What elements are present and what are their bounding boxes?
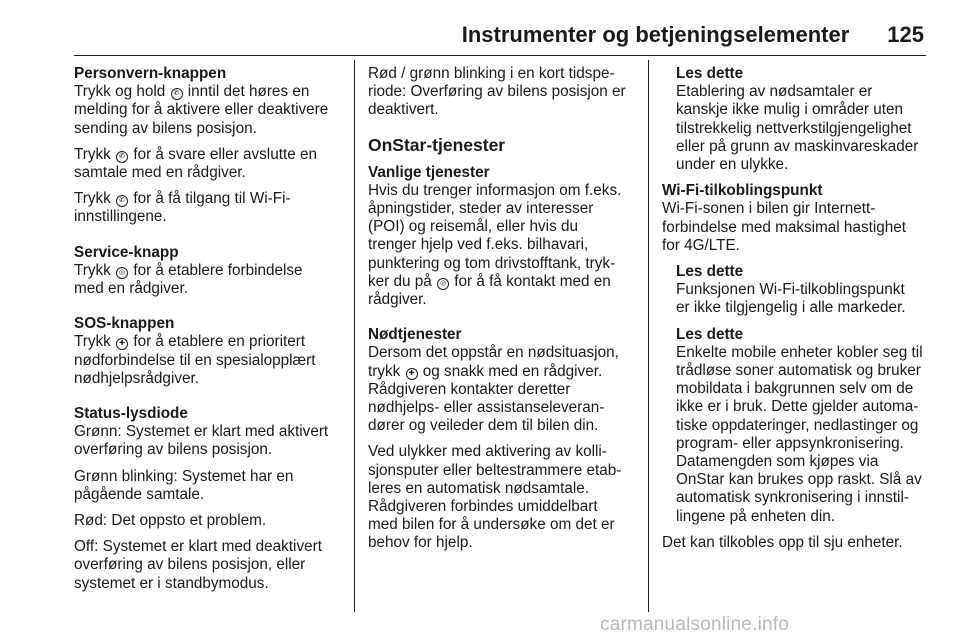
privacy-button-icon: ✆ [171, 88, 183, 100]
page-number: 125 [887, 22, 924, 47]
privacy-p3-text-a: Trykk [74, 190, 111, 208]
status-paragraph-4: Off: Systemet er klart med deaktivert overføring av bilens posisjon, eller systemet er i standbymodus. [74, 538, 322, 592]
note-3 [662, 326, 928, 526]
privacy-button-icon: ✆ [116, 151, 128, 163]
watermark: carmanualsonline.info [600, 614, 790, 635]
common-p-text-b: for å få kontakt med en rådgiver. [368, 272, 611, 309]
emergency-paragraph-1 [368, 344, 638, 435]
note-3-heading: Les dette [676, 325, 744, 343]
status-paragraph-1: Grønn: Systemet er klart med aktivert overføring av bilens posisjon. [74, 423, 329, 459]
service-heading: Service-knapp [74, 243, 179, 261]
common-services-heading: Vanlige tjenester [368, 163, 490, 181]
devices-paragraph: Det kan tilkobles opp til sju enheter. [662, 533, 903, 551]
onstar-services-heading: OnStar-tjenester [368, 134, 506, 155]
emergency-p1-text-a: Dersom det oppstår en nødsituasjon, trykk [368, 344, 619, 380]
common-services-paragraph [368, 182, 638, 309]
sos-button-icon: ✚ [406, 368, 418, 380]
header-rule [74, 55, 926, 56]
column-divider-1 [354, 60, 355, 612]
privacy-paragraph-1 [74, 83, 346, 138]
column-divider-2 [648, 60, 649, 612]
service-p-text-b: for å etablere forbindelse med en rådgiver. [74, 261, 303, 298]
emergency-p1-text-b: og snakk med en rådgiver. Rådgiveren kontakter deretter nødhjelps- eller assistanseleveran- dører og veileder dem til bilen din. [368, 362, 605, 435]
note-2-text: Funksjonen Wi-Fi-tilkoblingspunkt er ikke tilgjengelig i alle markeder. [676, 281, 906, 317]
status-paragraph-2: Grønn blinking: Systemet har en pågående samtale. [74, 467, 294, 503]
status-led-heading: Status-lysdiode [74, 405, 188, 423]
privacy-paragraph-3 [74, 190, 346, 226]
privacy-button-icon: ✆ [116, 195, 128, 207]
note-2 [662, 263, 928, 318]
privacy-p2-text-a: Trykk [74, 145, 111, 163]
sos-heading: SOS-knappen [74, 315, 175, 333]
note-3-text: Enkelte mobile enheter kobler seg til trådløse soner automatisk og bruker mobildata i bakgrunnen selv om de ikke er i bruk. Dette gjelder automa- tiske oppdateringer, nedlastinger og program- eller appsynkronisering. Datamengden som kjøpes via OnStar kan brukes opp raskt. Slå av automatisk synkronisering i innstil- lingene på enheten din. [676, 343, 923, 525]
privacy-heading: Personvern-knappen [74, 65, 227, 82]
status-paragraph-3: Rød: Det oppsto et problem. [74, 512, 267, 530]
sos-paragraph [74, 333, 346, 388]
wifi-paragraph: Wi-Fi-sonen i bilen gir Internett- forbindelse med maksimal hastighet for 4G/LTE. [662, 200, 907, 254]
sos-p-text-a: Trykk [74, 333, 111, 351]
service-button-icon: ◎ [116, 267, 128, 279]
privacy-paragraph-2 [74, 146, 346, 182]
service-p-text-a: Trykk [74, 261, 111, 279]
page-title: Instrumenter og betjeningselementer [461, 22, 850, 47]
note-1-text: Etablering av nødsamtaler er kanskje ikke mulig i områder uten tilstrekkelig nettverkstilgjengelighet eller på grunn av maskinvareskader under en ulykke. [676, 83, 919, 174]
privacy-p2-text-b: for å svare eller avslutte en samtale med en rådgiver. [74, 145, 317, 182]
sos-button-icon: ✚ [116, 338, 128, 350]
column-3 [662, 65, 928, 552]
blinking-paragraph: Rød / grønn blinking i en kort tidspe- riode: Overføring av bilens posisjon er deaktivert. [368, 65, 626, 119]
column-1 [74, 65, 346, 593]
note-2-heading: Les dette [676, 263, 744, 281]
note-1 [662, 65, 928, 174]
service-paragraph [74, 262, 346, 298]
privacy-p3-text-b: for å få tilgang til Wi-Fi- innstillingene. [74, 190, 291, 226]
privacy-p1-text-b: inntil det høres en melding for å aktivere eller deaktivere sending av bilens posisjon. [74, 83, 329, 137]
privacy-p1-text-a: Trykk og hold [74, 83, 166, 101]
column-2 [368, 65, 638, 553]
wifi-hotspot-heading: Wi-Fi-tilkoblingspunkt [662, 182, 823, 200]
common-p-text-a: Hvis du trenger informasjon om f.eks. åpningstider, steder av interesser (POI) og reisemål, eller hvis du trenger hjelp ved f.eks. bilhavari, punktering og tom drivstofftank, tryk- ker du på [368, 181, 622, 290]
note-1-heading: Les dette [676, 65, 744, 82]
emergency-services-heading: Nødtjenester [368, 326, 462, 344]
emergency-paragraph-2: Ved ulykker med aktivering av kolli- sjonsputer eller beltestrammere etab- leres en automatisk nødsamtale. Rådgiveren forbindes umiddelbart med bilen for å undersøke om det er behov for hjelp. [368, 443, 622, 552]
sos-p-text-b: for å etablere en prioritert nødforbindelse til en spesialopplært nødhjelpsrådgiver. [74, 333, 316, 387]
service-button-icon: ◎ [437, 278, 449, 290]
page-header [0, 22, 924, 52]
